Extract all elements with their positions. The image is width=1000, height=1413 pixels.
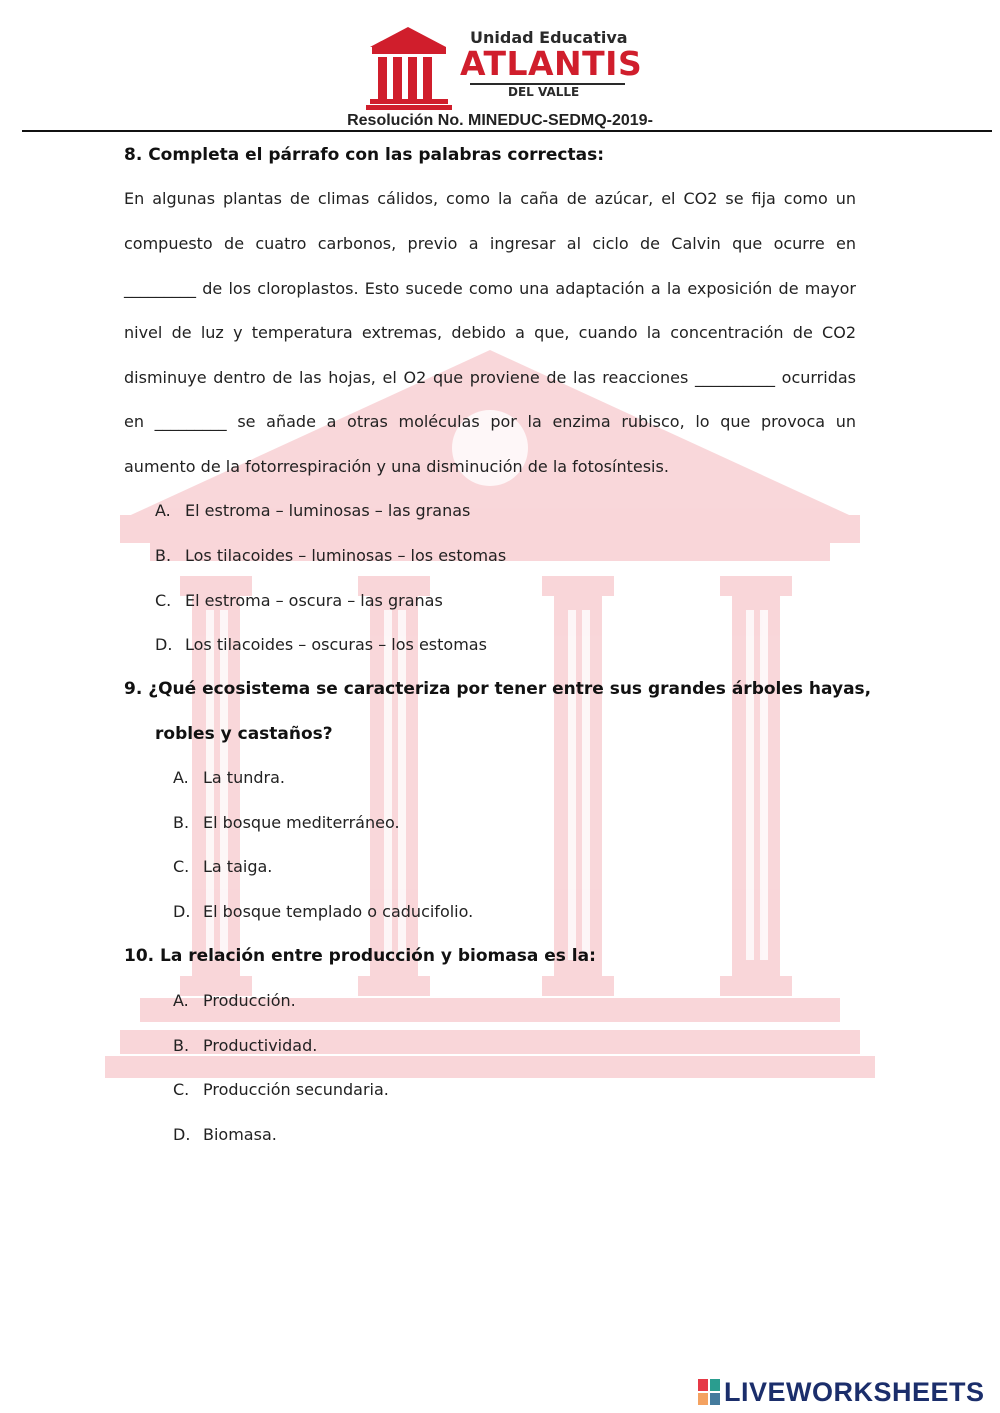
option-letter: A. xyxy=(155,501,171,520)
option-text: Los tilacoides – oscuras – los estomas xyxy=(185,635,487,654)
option-letter: A. xyxy=(173,768,189,787)
option-text: El bosque mediterráneo. xyxy=(203,813,400,832)
liveworksheets-text: LIVEWORKSHEETS xyxy=(724,1376,985,1407)
q9-option-c[interactable] xyxy=(173,857,272,876)
option-letter: D. xyxy=(155,635,173,654)
question-8-title: 8. Completa el párrafo con las palabras correctas: xyxy=(124,145,605,165)
q9-option-d[interactable] xyxy=(173,902,473,921)
q8-paragraph-line: aumento de la fotorrespiración y una disminución de la fotosíntesis. xyxy=(124,457,669,476)
option-letter: B. xyxy=(155,546,172,565)
q10-option-c[interactable] xyxy=(173,1080,389,1099)
q8-paragraph-line: en _________ se añade a otras moléculas por la enzima rubisco, lo que provoca un xyxy=(124,412,856,431)
option-text: Producción secundaria. xyxy=(203,1080,389,1099)
option-text: La tundra. xyxy=(203,768,285,787)
header-rule xyxy=(22,130,992,132)
option-letter: C. xyxy=(155,591,172,610)
option-text: Productividad. xyxy=(203,1036,318,1055)
option-letter: B. xyxy=(173,1036,190,1055)
q10-option-a[interactable] xyxy=(173,991,296,1010)
option-letter: C. xyxy=(173,857,190,876)
option-text: El estroma – luminosas – las granas xyxy=(185,501,471,520)
option-text: El bosque templado o caducifolio. xyxy=(203,902,474,921)
option-text: El estroma – oscura – las granas xyxy=(185,591,443,610)
question-9-title-cont: robles y castaños? xyxy=(155,724,333,744)
option-text: Los tilacoides – luminosas – los estomas xyxy=(185,546,507,565)
q8-paragraph-line: compuesto de cuatro carbonos, previo a ingresar al ciclo de Calvin que ocurre en xyxy=(124,234,856,253)
question-10-title: 10. La relación entre producción y biomasa es la: xyxy=(124,946,596,966)
q10-option-d[interactable] xyxy=(173,1125,277,1144)
q9-option-a[interactable] xyxy=(173,768,285,787)
option-text: La taiga. xyxy=(203,857,273,876)
q8-paragraph-line: _________ de los cloroplastos. Esto sucede como una adaptación a la exposición de mayor xyxy=(124,279,856,298)
q8-paragraph-line: disminuye dentro de las hojas, el O2 que proviene de las reacciones __________ ocurridas xyxy=(124,368,856,387)
liveworksheets-logo-icon xyxy=(698,1379,720,1405)
school-subtitle: DEL VALLE xyxy=(508,85,580,99)
option-text: Producción. xyxy=(203,991,296,1010)
q8-option-c[interactable] xyxy=(155,591,443,610)
q8-paragraph-line: nivel de luz y temperatura extremas, debido a que, cuando la concentración de CO2 xyxy=(124,323,856,342)
option-text: Biomasa. xyxy=(203,1125,277,1144)
q9-option-b[interactable] xyxy=(173,813,400,832)
option-letter: D. xyxy=(173,1125,191,1144)
option-letter: B. xyxy=(173,813,190,832)
q10-option-b[interactable] xyxy=(173,1036,317,1055)
school-type: Unidad Educativa xyxy=(470,28,628,47)
liveworksheets-brand[interactable] xyxy=(698,1378,985,1406)
question-9-title: 9. ¿Qué ecosistema se caracteriza por tener entre sus grandes árboles hayas, xyxy=(124,679,872,699)
resolution-number: Resolución No. MINEDUC-SEDMQ-2019- xyxy=(347,112,653,129)
q8-option-b[interactable] xyxy=(155,546,506,565)
q8-paragraph-line: En algunas plantas de climas cálidos, como la caña de azúcar, el CO2 se fija como un xyxy=(124,189,856,208)
school-name: ATLANTIS xyxy=(460,44,643,83)
option-letter: D. xyxy=(173,902,191,921)
q8-option-a[interactable] xyxy=(155,501,470,520)
option-letter: A. xyxy=(173,991,189,1010)
q8-option-d[interactable] xyxy=(155,635,487,654)
option-letter: C. xyxy=(173,1080,190,1099)
